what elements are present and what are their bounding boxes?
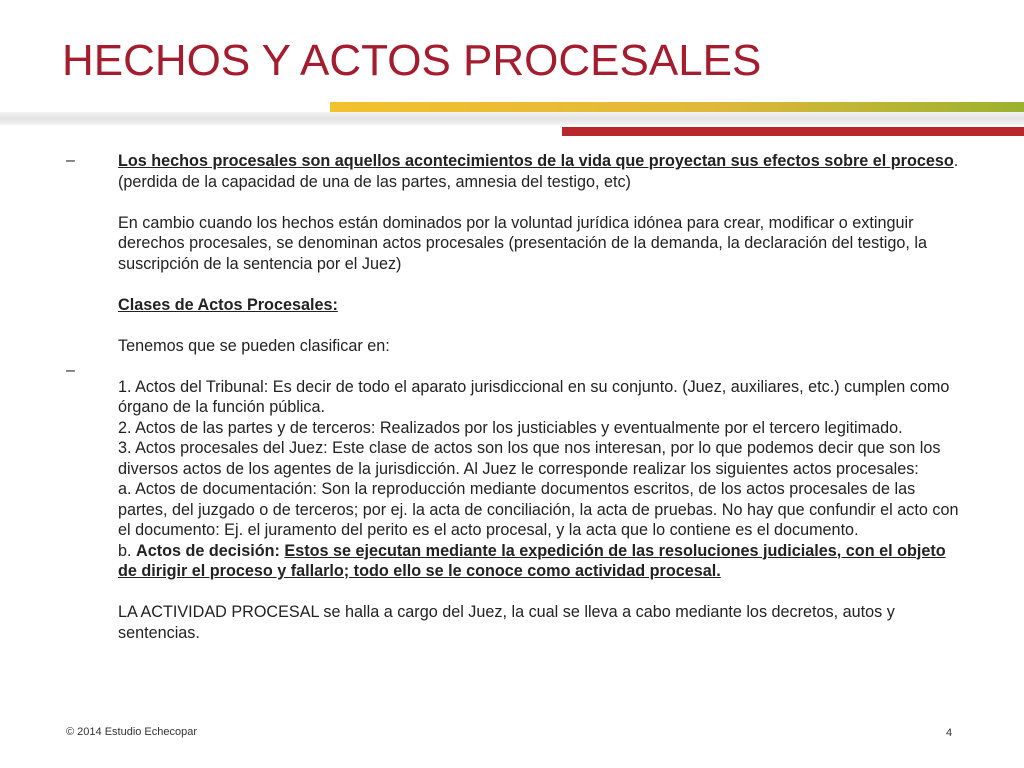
item-b-description: Estos se ejecutan mediante la expedición de las resoluciones judiciales, con el objeto de dirigir el proceso y fallarlo; todo ello se le conoce como actividad procesal. [118, 541, 946, 580]
footer-copyright: © 2014 Estudio Echecopar [66, 726, 198, 738]
item-b-prefix: b. [118, 541, 136, 560]
decorative-red-bar [562, 127, 1024, 136]
paragraph-actividad-procesal: LA ACTIVIDAD PROCESAL se halla a cargo del Juez, la cual se lleva a cabo mediante los decretos, autos y sentencias. [118, 603, 895, 642]
item-actos-juez: 3. Actos procesales del Juez: Este clase de actos son los que nos interesan, por lo que podemos decir que son los diversos actos de los agentes de la jurisdicción. Al Juez le corresponde realizar los siguientes actos procesales: [118, 439, 941, 478]
item-actos-documentacion: a. Actos de documentación: Son la reproducción mediante documentos escritos, de los actos procesales de las partes, del juzgado o de terceros; por ej. la acta de conciliación, la acta de pruebas. No hay que confundir el acto con el documento: Ej. el juramento del perito es el acto procesal, y la acta que lo contiene es el documento. [118, 480, 959, 539]
page-number: 4 [946, 727, 953, 739]
decorative-gray-bar [0, 112, 1024, 125]
item-actos-tribunal: 1. Actos del Tribunal: Es decir de todo el aparato jurisdiccional en su conjunto. (Juez, auxiliares, etc.) cumplen como órgano de la función pública. [118, 377, 950, 416]
intro-clasificar: Tenemos que se pueden clasificar en: [118, 336, 390, 355]
paragraph-actos: En cambio cuando los hechos están dominados por la voluntad jurídica idónea para crear, modificar o extinguir derechos procesales, se denominan actos procesales (presentación de la demanda, la declaración del testigo, la suscripción de la sentencia por el Juez) [118, 213, 927, 273]
hechos-examples: . (perdida de la capacidad de una de las partes, amnesia del testigo, etc) [118, 152, 959, 191]
item-b-label: Actos de decisión: [136, 541, 280, 560]
bullet-dash-2: – [66, 362, 75, 379]
item-actos-partes: 2. Actos de las partes y de terceros: Realizados por los justiciables y eventualmente por el tercero legitimado. [118, 418, 903, 437]
slide-body [118, 151, 960, 643]
decorative-gold-bar [330, 102, 1024, 112]
paragraph-hechos [118, 151, 960, 192]
item-actos-decision [118, 541, 960, 582]
bullet-dash-1: – [66, 152, 75, 169]
heading-clases: Clases de Actos Procesales: [118, 295, 338, 314]
slide-title: HECHOS Y ACTOS PROCESALES [62, 36, 762, 85]
hechos-definition: Los hechos procesales son aquellos acontecimientos de la vida que proyectan sus efectos sobre el proceso [118, 152, 954, 170]
